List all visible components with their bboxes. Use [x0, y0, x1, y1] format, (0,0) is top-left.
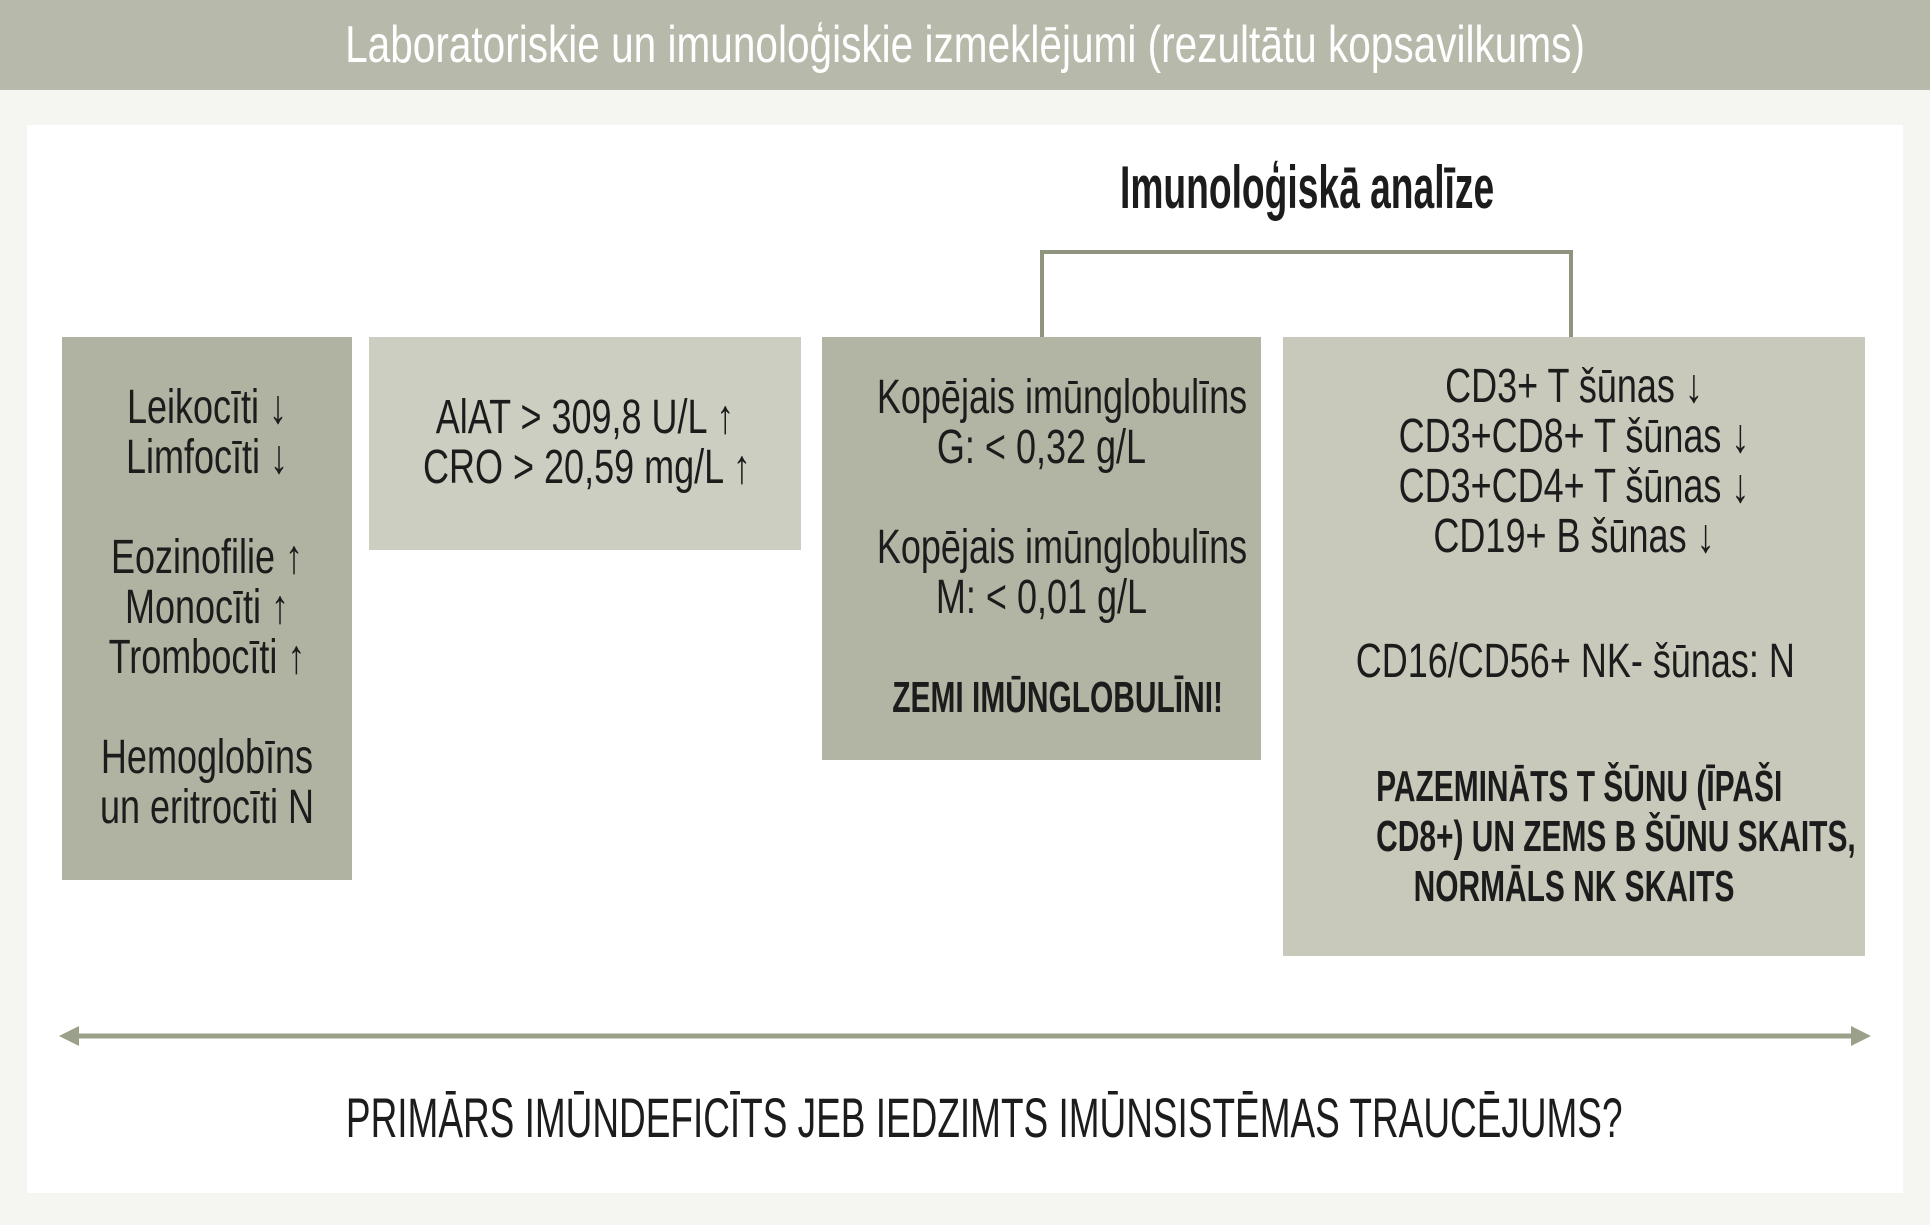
arrowhead-right	[1851, 1026, 1871, 1046]
lab-box-biochemistry	[369, 337, 801, 550]
result-line: Monocīti ↑	[124, 581, 290, 634]
result-line: Hemoglobīns	[100, 731, 314, 784]
lab-box-immunoglobulins	[822, 337, 1261, 760]
result-line: CD3+ T šūnas ↓	[1445, 360, 1703, 413]
section-title-immunological-analysis: Imunoloģiskā analīze	[1120, 154, 1495, 221]
result-line: AlAT > 309,8 U/L ↑	[435, 391, 735, 444]
spacer-line	[98, 483, 316, 533]
spacer-line	[1356, 687, 1793, 762]
result-line: PAZEMINĀTS T ŠŪNU (ĪPAŠI	[1376, 762, 1783, 811]
arrowhead-left	[59, 1026, 79, 1046]
bidirectional-arrow	[55, 1020, 1875, 1052]
result-line: NORMĀLS NK SKAITS	[1413, 862, 1735, 911]
result-line: CD19+ B šūnas ↓	[1433, 510, 1715, 563]
result-line: Kopējais imūnglobulīns	[876, 521, 1248, 574]
result-line: CRO > 20,59 mg/L ↑	[423, 441, 751, 494]
result-line: M: < 0,01 g/L	[935, 571, 1148, 624]
bracket-connector	[1040, 250, 1573, 337]
result-line: Trombocīti ↑	[108, 631, 306, 684]
lymphocyte-subset-values	[1283, 362, 1865, 762]
result-line: CD3+CD4+ T šūnas ↓	[1398, 460, 1750, 513]
lab-box-lymphocyte-subsets	[1283, 337, 1865, 956]
immunoglobulin-values	[822, 373, 1261, 673]
spacer-line	[1356, 562, 1793, 637]
emphasis-low-immunoglobulins: ZEMI IMŪNGLOBULĪNI!	[892, 673, 1223, 722]
result-line: Kopējais imūnglobulīns	[876, 371, 1248, 424]
result-line: CD8+) UN ZEMS B ŠŪNU SKAITS,	[1376, 812, 1856, 861]
conclusion-text: PRIMĀRS IMŪNDEFICĪTS JEB IEDZIMTS IMŪNSISTĒMAS TRAUCĒJUMS?	[345, 1086, 1623, 1149]
spacer-line	[877, 473, 1206, 523]
header-bar	[0, 0, 1930, 90]
result-line: Limfocīti ↓	[125, 431, 289, 484]
spacer-line	[98, 683, 316, 733]
lab-box-blood-count	[62, 337, 352, 880]
result-line: G: < 0,32 g/L	[936, 421, 1147, 474]
figure-title: Laboratoriskie un imunoloģiskie izmeklējumi (rezultātu kopsavilkums)	[345, 16, 1585, 74]
result-line: Leikocīti ↓	[126, 381, 288, 434]
emphasis-t-b-nk-summary	[1283, 762, 1865, 912]
spacer-line	[877, 623, 1206, 673]
result-line: un eritrocīti N	[99, 781, 315, 834]
result-line: CD16/CD56+ NK- šūnas: N	[1355, 635, 1795, 688]
result-line: CD3+CD8+ T šūnas ↓	[1398, 410, 1750, 463]
result-line: Eozinofilie ↑	[110, 531, 304, 584]
